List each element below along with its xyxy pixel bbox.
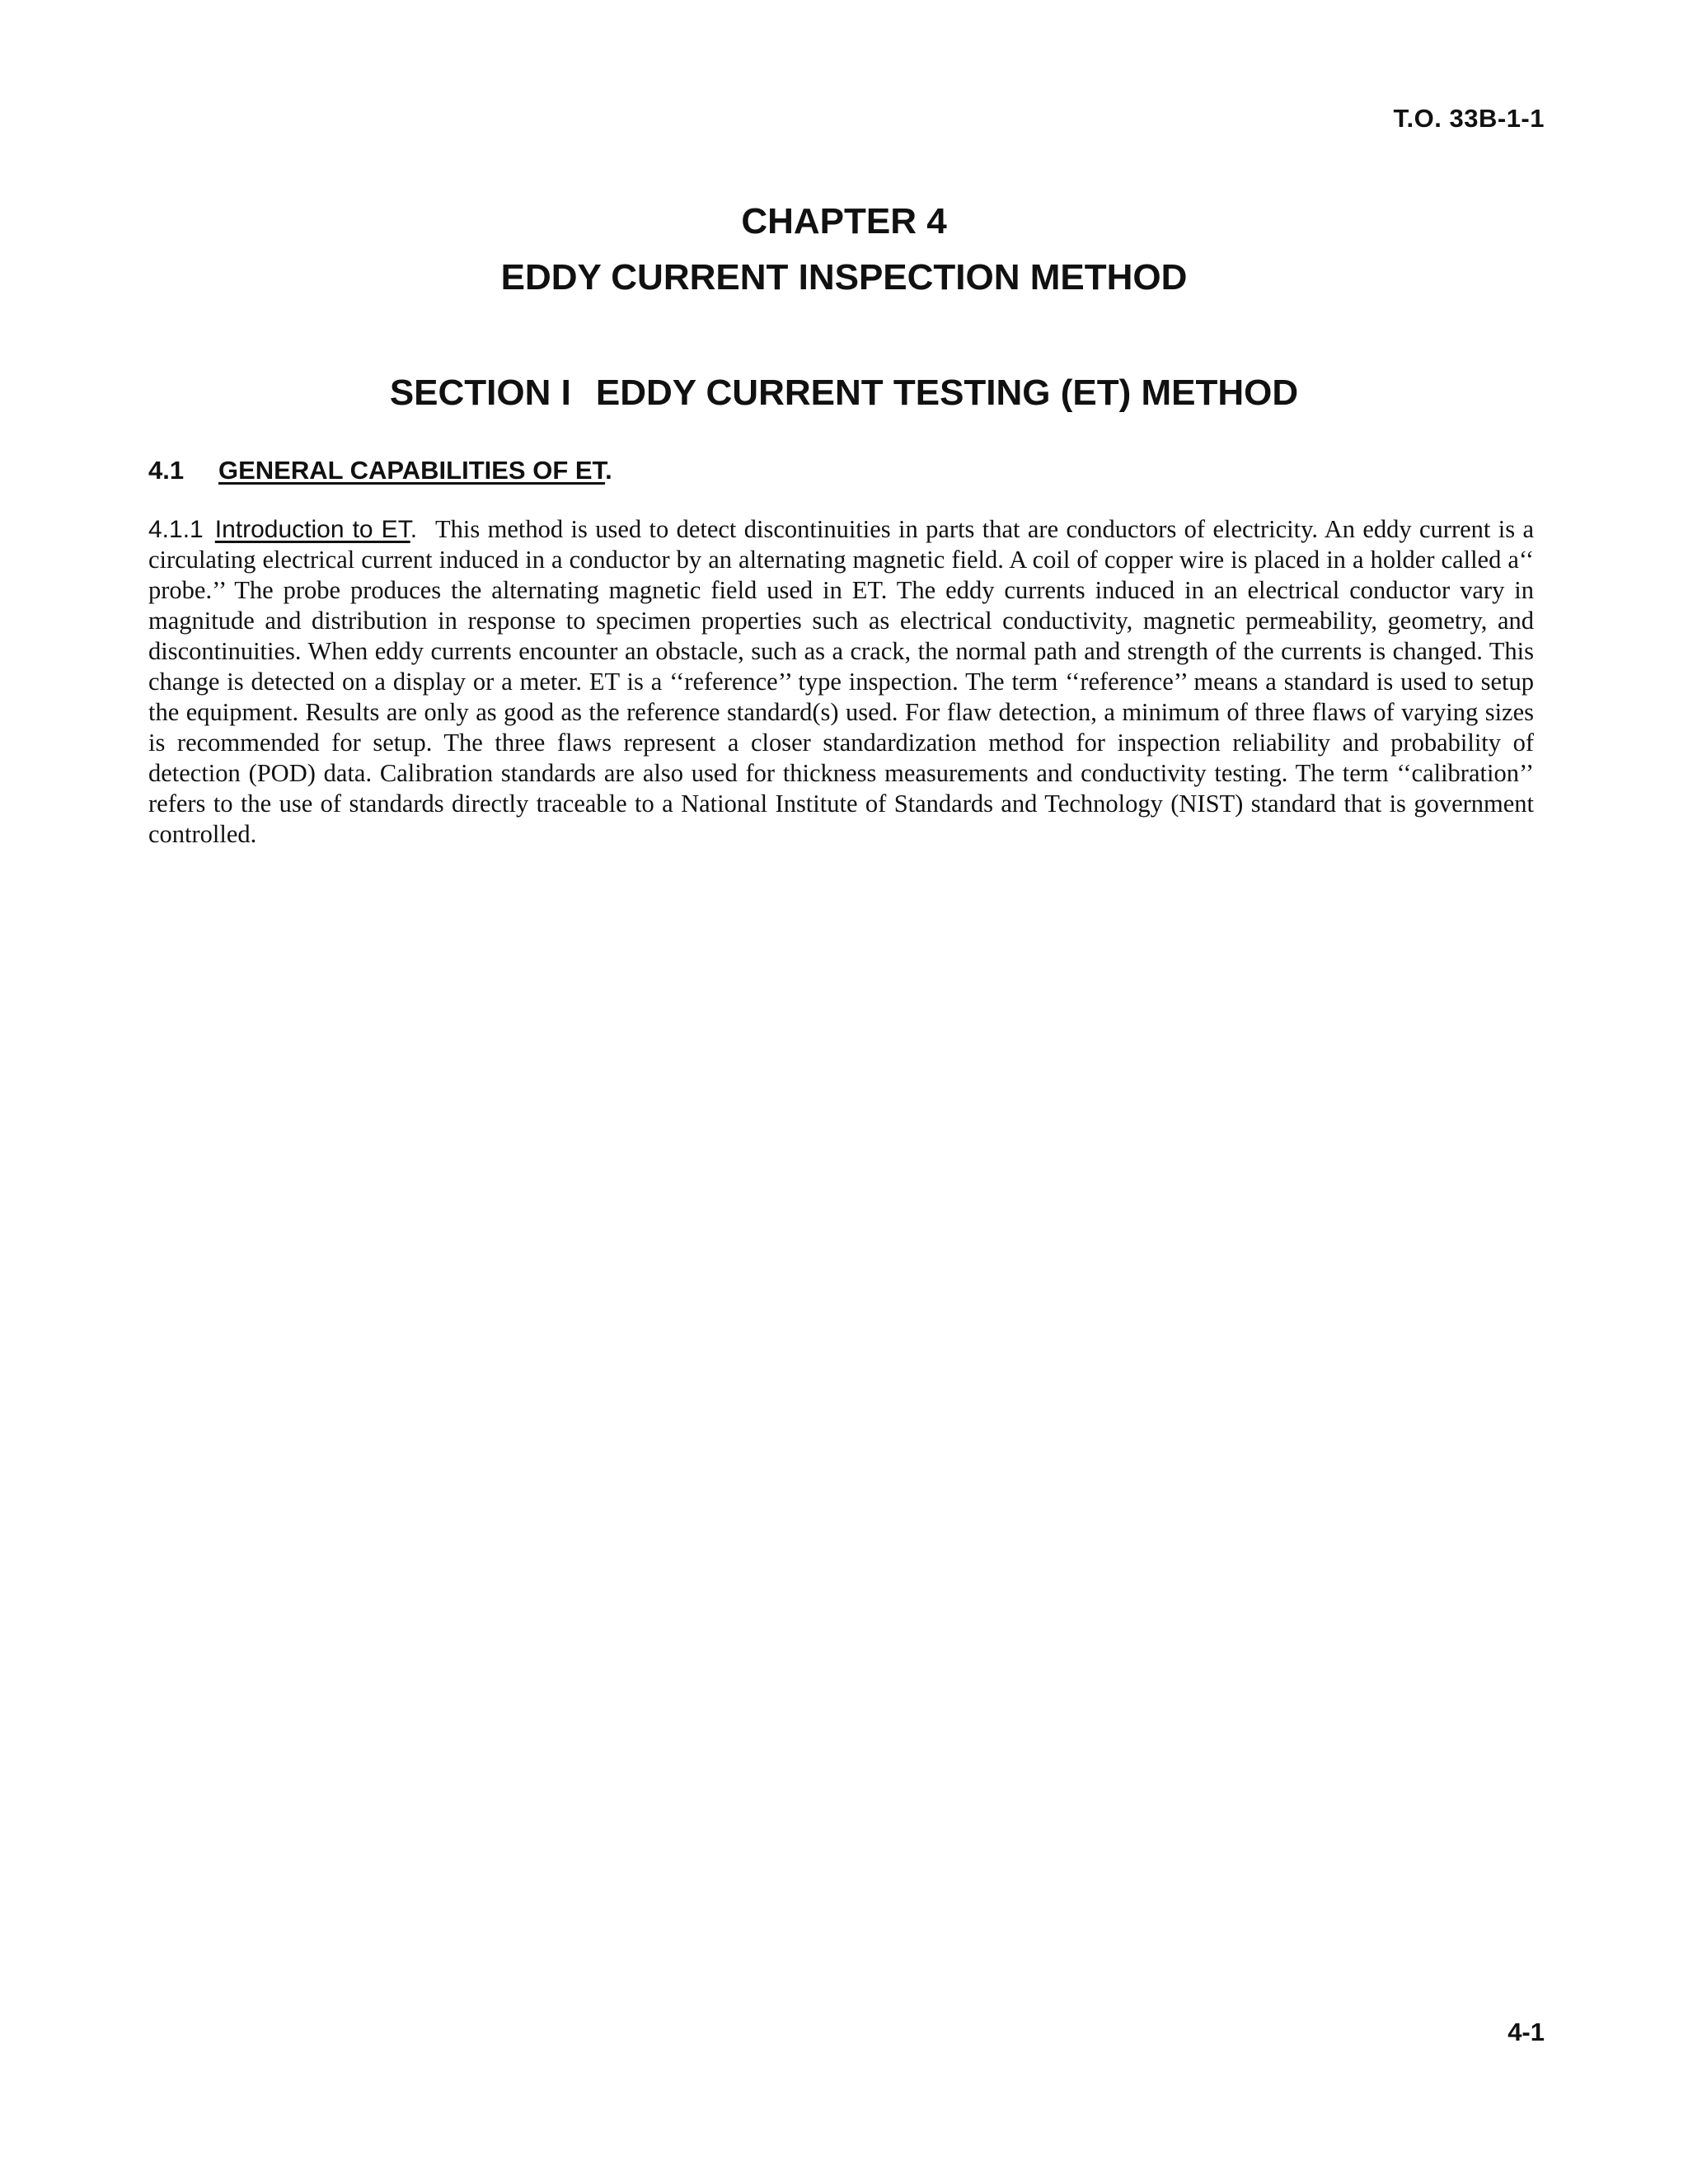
- chapter-title: EDDY CURRENT INSPECTION METHOD: [500, 257, 1188, 298]
- paragraph-number: 4.1: [148, 456, 185, 485]
- subparagraph-number: 4.1.1: [148, 516, 204, 543]
- paragraph-title: GENERAL CAPABILITIES OF ET: [218, 456, 606, 485]
- section-heading: [0, 369, 1688, 417]
- chapter-heading: [0, 198, 1688, 302]
- section-title: EDDY CURRENT TESTING (ET) METHOD: [595, 373, 1299, 413]
- subparagraph-terminator: .: [410, 516, 418, 543]
- page-number: 4-1: [1507, 2018, 1545, 2046]
- subparagraph-body-text: This method is used to detect discontinuities in parts that are conductors of electricity. An eddy current is a circulating electrical current induced in a conductor by an alternating magnetic field. A coil of copper wire is placed in a holder called a‘‘ probe.’’ The probe produces the alternating magnetic field used in ET. The eddy currents induced in an electrical conductor vary in magnitude and distribution in response to specimen properties such as electrical conductivity, magnetic permeability, geometry, and discontinuities. When eddy currents encounter an obstacle, such as a crack, the normal path and strength of the currents is changed. This change is detected on a display or a meter. ET is a ‘‘reference’’ type inspection. The term ‘‘reference’’ means a standard is used to setup the equipment. Results are only as good as the reference standard(s) used. For flaw detection, a minimum of three flaws of varying sizes is recommended for setup. The three flaws represent a closer standardization method for inspection reliability and probability of detection (POD) data. Calibration standards are also used for thickness measurements and conductivity testing. The term ‘‘calibration’’ refers to the use of standards directly traceable to a National Institute of Standards and Technology (NIST) standard that is government controlled.: [148, 515, 1535, 848]
- document-identifier: T.O. 33B-1-1: [1393, 104, 1545, 133]
- paragraph-terminator: .: [605, 456, 612, 485]
- chapter-number: CHAPTER 4: [741, 201, 947, 241]
- subparagraph-title: Introduction to ET: [214, 516, 410, 543]
- section-label: SECTION I: [389, 373, 571, 413]
- paragraph-heading-4-1: [148, 454, 612, 487]
- paragraph-4-1-1: [148, 514, 1534, 850]
